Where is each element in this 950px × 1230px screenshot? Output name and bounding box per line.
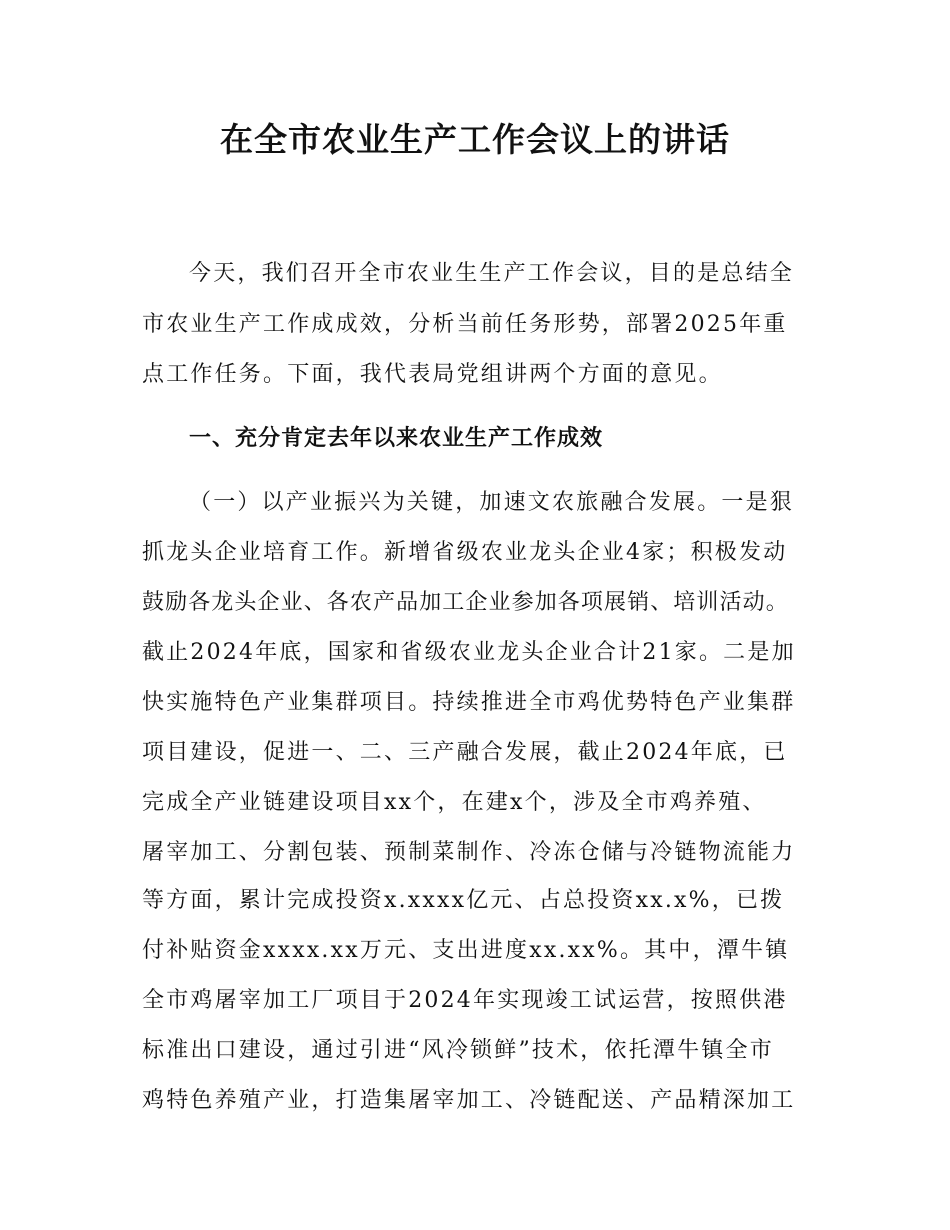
body-line: 屠宰加工、分割包装、预制菜制作、冷冻仓储与冷链物流能力 [142, 840, 796, 865]
body-line: 标准出口建设，通过引进“风冷锁鲜”技术，依托潭牛镇全市 [142, 1038, 774, 1063]
body-line: 完成全产业链建设项目xx个，在建x个，涉及全市鸡养殖、 [142, 790, 767, 815]
document-title: 在全市农业生产工作会议上的讲话 [220, 120, 730, 159]
body-line: 快实施特色产业集群项目。持续推进全市鸡优势特色产业集群 [142, 690, 796, 715]
body-line: 鸡特色养殖产业，打造集屠宰加工、冷链配送、产品精深加工 [142, 1088, 796, 1113]
body-line: 抓龙头企业培育工作。新增省级农业龙头企业4家；积极发动 [142, 540, 788, 565]
body-line: 全市鸡屠宰加工厂项目于2024年实现竣工试运营，按照供港 [142, 988, 788, 1013]
body-line: 截止2024年底，国家和省级农业龙头企业合计21家。二是加 [142, 640, 796, 665]
body-line: 等方面，累计完成投资x.xxxx亿元、占总投资xx.x%，已拨 [142, 888, 785, 913]
section-heading: 一、充分肯定去年以来农业生产工作成效 [189, 426, 604, 451]
body-line: 项目建设，促进一、二、三产融合发展，截止2024年底，已 [142, 740, 788, 765]
body-line: （一）以产业振兴为关键，加速文农旅融合发展。一是狠 [189, 490, 795, 515]
intro-line-2: 市农业生产工作成成效，分析当前任务形势，部署2025年重 [142, 312, 788, 337]
intro-line-3: 点工作任务。下面，我代表局党组讲两个方面的意见。 [142, 362, 723, 387]
intro-line-1: 今天，我们召开全市农业生生产工作会议，目的是总结全 [189, 261, 795, 286]
body-line: 鼓励各龙头企业、各农产品加工企业参加各项展销、培训活动。 [142, 590, 789, 615]
body-line: 付补贴资金xxxx.xx万元、支出进度xx.xx%。其中，潭牛镇 [142, 938, 790, 963]
